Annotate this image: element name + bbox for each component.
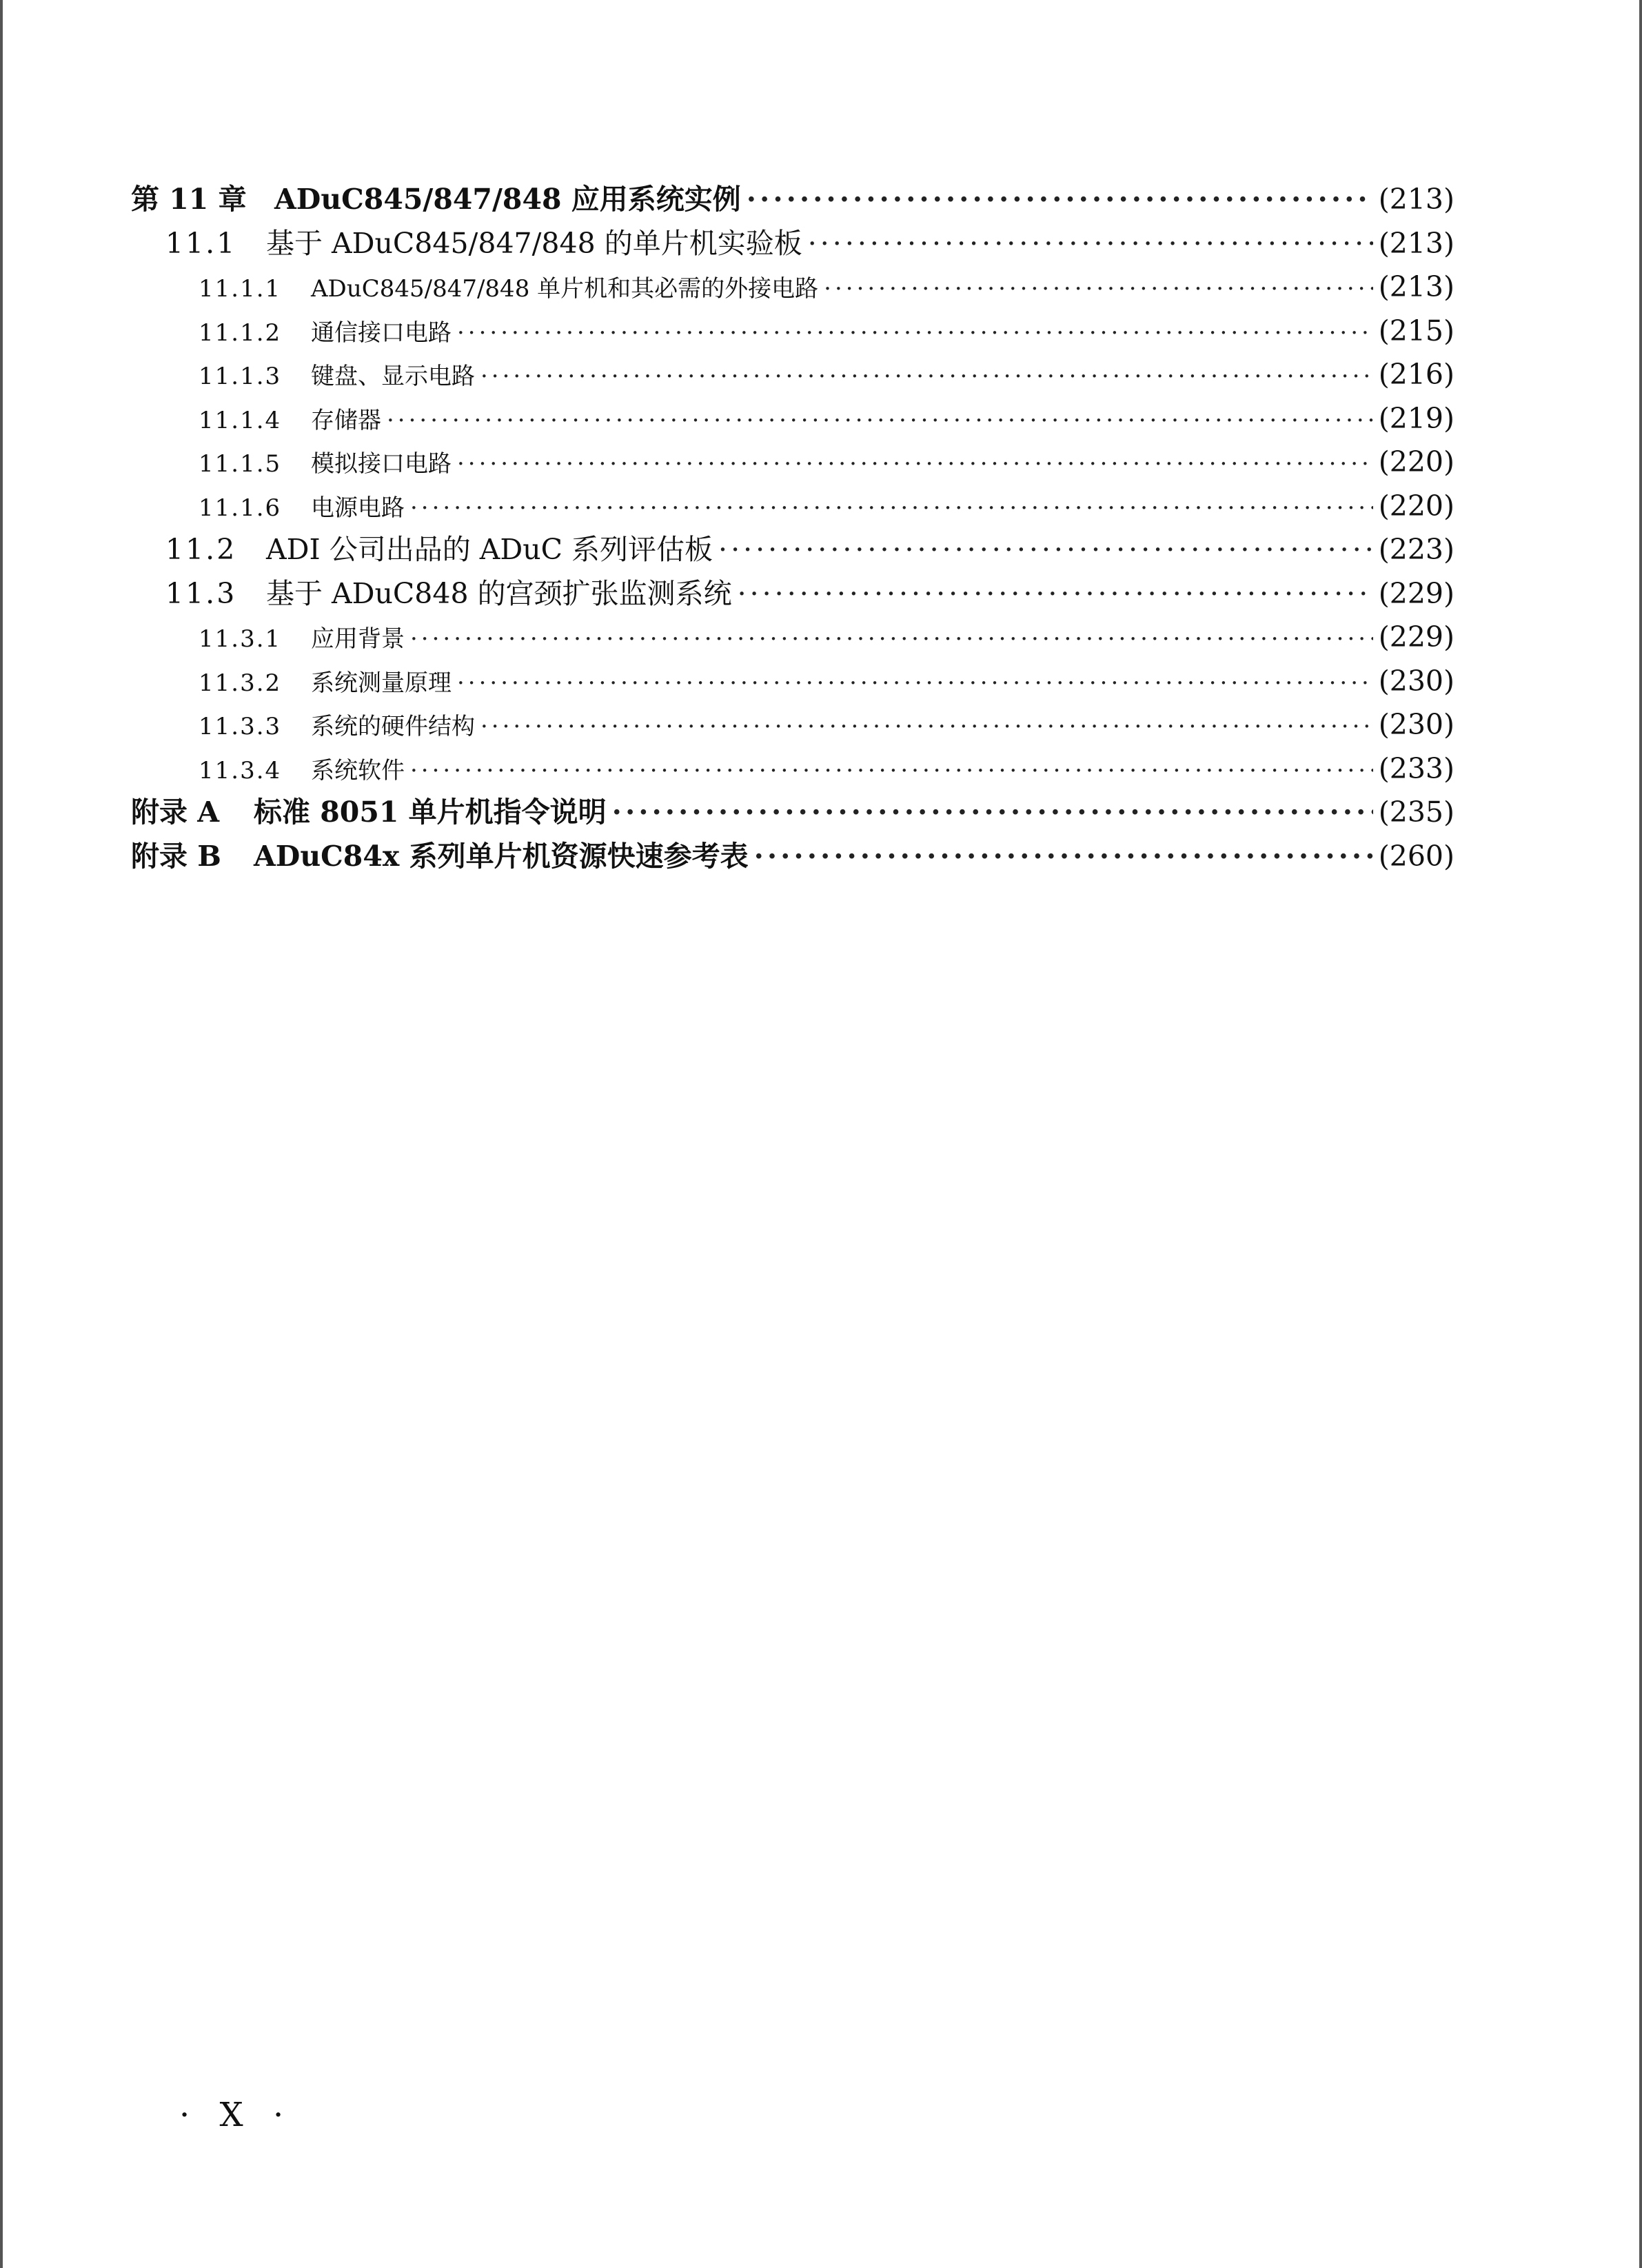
toc-subsection-11-3-2[interactable] (131, 660, 1455, 704)
dot-leader (824, 267, 1373, 310)
dot-leader (480, 705, 1373, 747)
toc-page-number: (215) (1378, 314, 1455, 347)
dot-leader (410, 749, 1373, 791)
dot-leader (457, 312, 1373, 354)
toc-appendix-b[interactable] (131, 835, 1455, 879)
toc-page-number: (220) (1378, 489, 1455, 523)
toc-number: 11.1.4 (199, 406, 282, 434)
toc-page-number: (233) (1378, 751, 1455, 785)
toc-number: 11.2 (165, 533, 237, 566)
toc-subsection-11-1-5[interactable] (131, 441, 1455, 485)
toc-section-11-3[interactable] (131, 572, 1455, 616)
dot-leader (754, 835, 1373, 879)
toc-section-11-2[interactable] (131, 528, 1455, 572)
toc-title: 键盘、显示电路 (311, 363, 475, 390)
toc-page-number: (229) (1378, 620, 1455, 654)
toc-page-number: (220) (1378, 445, 1455, 478)
toc-number: 第 11 章 (131, 183, 247, 216)
toc-title: ADI 公司出品的 ADuC 系列评估板 (266, 533, 713, 566)
dot-leader (808, 222, 1373, 266)
page-folio: · Ⅹ · (179, 2096, 294, 2134)
scan-edge-left (0, 0, 3, 2268)
toc-number: 11.3.2 (199, 669, 282, 697)
toc-title: 系统的硬件结构 (311, 713, 475, 740)
table-of-contents (131, 178, 1455, 878)
toc-page-number: (216) (1378, 358, 1455, 391)
toc-title: 存储器 (311, 406, 381, 434)
toc-appendix-a[interactable] (131, 791, 1455, 835)
toc-page-number: (235) (1378, 796, 1455, 829)
toc-title: 通信接口电路 (311, 318, 452, 347)
toc-subsection-11-1-6[interactable] (131, 485, 1455, 529)
toc-section-11-1[interactable] (131, 222, 1455, 266)
toc-number: 11.1.6 (199, 494, 282, 522)
dot-leader (410, 618, 1373, 660)
toc-subsection-11-1-1[interactable] (131, 265, 1455, 310)
toc-page-number: (219) (1378, 401, 1455, 435)
scan-edge-right (1639, 0, 1642, 2268)
toc-page-number: (230) (1378, 664, 1455, 698)
toc-title: 基于 ADuC848 的宫颈扩张监测系统 (266, 576, 732, 610)
toc-page-number: (260) (1378, 839, 1455, 873)
toc-number: 11.1 (165, 226, 237, 260)
toc-title: 系统测量原理 (311, 669, 452, 697)
toc-page-number: (230) (1378, 708, 1455, 741)
toc-page-number: (213) (1378, 226, 1455, 260)
toc-number: 11.1.1 (199, 275, 282, 303)
toc-subsection-11-1-4[interactable] (131, 397, 1455, 441)
toc-subsection-11-1-2[interactable] (131, 310, 1455, 354)
toc-page-number: (223) (1378, 533, 1455, 566)
dot-leader (718, 528, 1373, 572)
toc-title: ADuC845/847/848 应用系统实例 (274, 183, 741, 216)
toc-title: 标准 8051 单片机指令说明 (254, 796, 607, 829)
toc-chapter-11[interactable] (131, 178, 1455, 222)
toc-subsection-11-3-3[interactable] (131, 703, 1455, 747)
toc-title: 电源电路 (311, 494, 405, 522)
toc-number: 11.1.3 (199, 363, 282, 390)
toc-number: 11.3.4 (199, 756, 282, 784)
toc-page-number: (229) (1378, 576, 1455, 610)
dot-leader (387, 399, 1373, 441)
toc-title: 模拟接口电路 (311, 450, 452, 478)
toc-title: 基于 ADuC845/847/848 的单片机实验板 (266, 226, 802, 260)
dot-leader (410, 487, 1373, 529)
toc-number: 附录 A (131, 796, 220, 829)
dot-leader (480, 355, 1373, 397)
toc-number: 11.1.2 (199, 318, 282, 347)
toc-number: 11.3.1 (199, 625, 282, 653)
toc-title: 系统软件 (311, 756, 405, 784)
dot-leader (612, 791, 1373, 835)
dot-leader (747, 178, 1373, 222)
toc-subsection-11-3-4[interactable] (131, 747, 1455, 791)
toc-number: 11.3.3 (199, 713, 282, 740)
toc-number: 附录 B (131, 839, 221, 873)
dot-leader (457, 443, 1373, 485)
toc-page-number: (213) (1378, 183, 1455, 216)
toc-page-number: (213) (1378, 270, 1455, 303)
toc-number: 11.3 (165, 576, 237, 610)
toc-title: 应用背景 (311, 625, 405, 653)
dot-leader (457, 662, 1373, 704)
toc-subsection-11-1-3[interactable] (131, 353, 1455, 397)
dot-leader (738, 572, 1373, 616)
toc-subsection-11-3-1[interactable] (131, 616, 1455, 660)
toc-title: ADuC845/847/848 单片机和其必需的外接电路 (311, 275, 819, 303)
toc-number: 11.1.5 (199, 450, 282, 478)
toc-title: ADuC84x 系列单片机资源快速参考表 (254, 839, 749, 873)
